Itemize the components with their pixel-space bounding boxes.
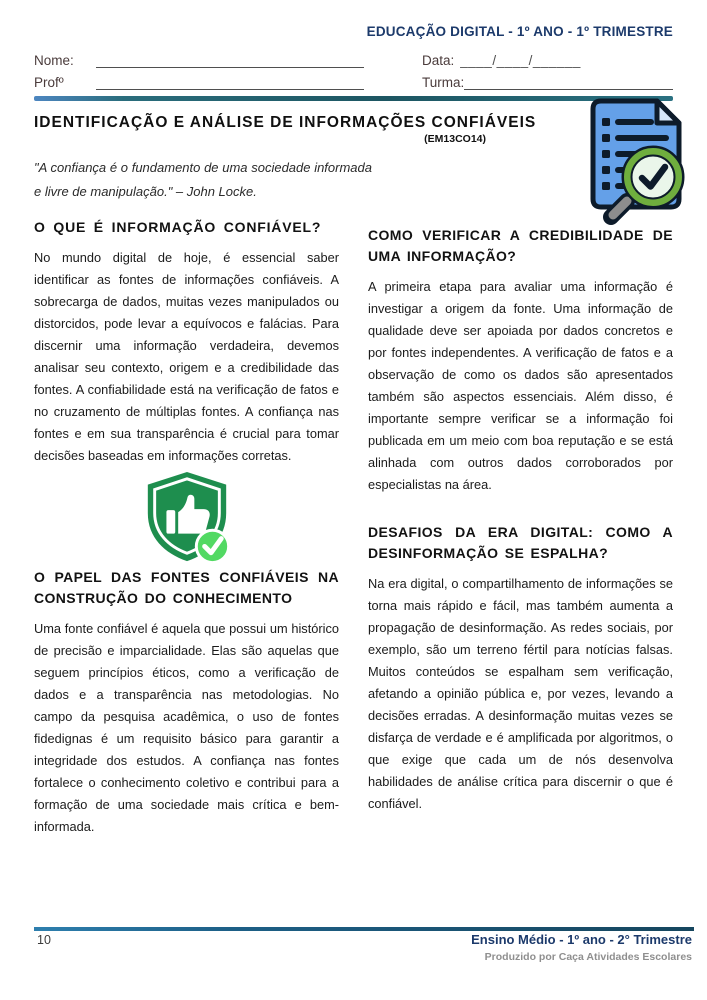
course-header: EDUCAÇÃO DIGITAL - 1º ANO - 1º TRIMESTRE — [366, 24, 673, 39]
shield-thumbs-up-check-icon — [34, 469, 339, 559]
section-heading-challenges: DESAFIOS DA ERA DIGITAL: COMO A DESINFORMAÇÃO SE ESPALHA? — [368, 524, 673, 561]
document-icon-svg — [571, 95, 703, 225]
right-column — [368, 217, 673, 838]
date-label: Data: — [422, 53, 455, 68]
prof-row — [34, 68, 673, 90]
section-body-verify: A primeira etapa para avaliar uma informação é investigar a origem da fonte. Uma informação de qualidade deve ser apoiada por dados concretos e por fontes independentes. A verificação de fatos e a observação de como os dados são apresentados também são aspectos essenciais. Além disso, é importante sempre verificar se a informação foi publicada em um meio com boa reputação e se está alinhada com outros dados corroborados por especialistas na área. — [368, 279, 673, 492]
page-title: IDENTIFICAÇÃO E ANÁLISE DE INFORMAÇÕES CONFIÁVEIS — [34, 114, 537, 131]
date-input-blanks[interactable]: ____/____/______ — [460, 53, 581, 68]
epigraph-quote: "A confiança é o fundamento de uma sociedade informada e livre de manipulação." – John Locke. — [34, 160, 372, 199]
page-number: 10 — [37, 933, 51, 947]
two-column-body — [34, 217, 673, 838]
shield-icon-svg — [141, 469, 233, 565]
section-body-role: Uma fonte confiável é aquela que possui um histórico de precisão e imparcialidade. Elas são aquelas que seguem princípios éticos, como a verificação de dados e a transparência nas metodologias. No campo da pesquisa acadêmica, o uso de fontes fidedignas é um requisito básico para garantir a integridade dos estudos. A confiança nas fontes fortalece o conhecimento coletivo e contribui para a formação de uma sociedade mais crítica e bem-informada. — [34, 621, 339, 834]
section-heading-role: O PAPEL DAS FONTES CONFIÁVEIS NA CONSTRUÇÃO DO CONHECIMENTO — [34, 569, 339, 606]
footer-credit: Produzido por Caça Atividades Escolares — [484, 951, 692, 963]
section-body-what-is: No mundo digital de hoje, é essencial saber identificar as fontes de informações confiáveis. A sobrecarga de dados, muitas vezes manipulados ou distorcidos, pode levar a equívocos e falácias. Para discernir uma informação verdadeira, devemos analisar seu contexto, origem e a credibilidade das fontes. A confiabilidade está na verificação de fatos e no cruzamento de múltiplas fontes. A confiança nas fontes e em sua transparência é crucial para tomar decisões baseadas em informações corretas. — [34, 250, 339, 463]
prof-label: Profº — [34, 75, 64, 90]
class-field-group — [422, 74, 673, 90]
prof-input-line[interactable] — [96, 74, 364, 90]
footer-edition: Ensino Médio - 1º ano - 2° Trimestre — [471, 932, 692, 947]
bncc-code: (EM13CO14) — [424, 133, 486, 145]
prof-field-group — [34, 74, 422, 90]
left-column — [34, 217, 339, 838]
document-check-magnifier-icon — [571, 95, 703, 225]
name-label: Nome: — [34, 53, 74, 68]
section-heading-what-is: O QUE É INFORMAÇÃO CONFIÁVEL? — [34, 219, 322, 235]
footer-divider — [34, 927, 694, 931]
section-heading-verify: COMO VERIFICAR A CREDIBILIDADE DE UMA INFORMAÇÃO? — [368, 227, 673, 264]
name-row — [34, 46, 673, 68]
section-body-challenges: Na era digital, o compartilhamento de informações se torna mais rápido e fácil, mas também aumenta a propagação de desinformação. As redes sociais, por exemplo, são um terreno fértil para notícias falsas. Muitos conteúdos se espalham sem verificação, afetando a opinião pública e, por vezes, levando a decisões erradas. A desinformação muitas vezes se disfarça de verdade e é amplificada por algoritmos, o que exige que cada um de nós desenvolva habilidades de análise crítica para discernir o que é confiável. — [368, 576, 673, 811]
name-input-line[interactable] — [96, 52, 364, 68]
name-field-group — [34, 52, 422, 68]
class-input-line[interactable] — [464, 74, 673, 90]
class-label: Turma: — [422, 75, 465, 90]
date-field-group — [422, 53, 673, 68]
student-info-block — [34, 46, 673, 90]
